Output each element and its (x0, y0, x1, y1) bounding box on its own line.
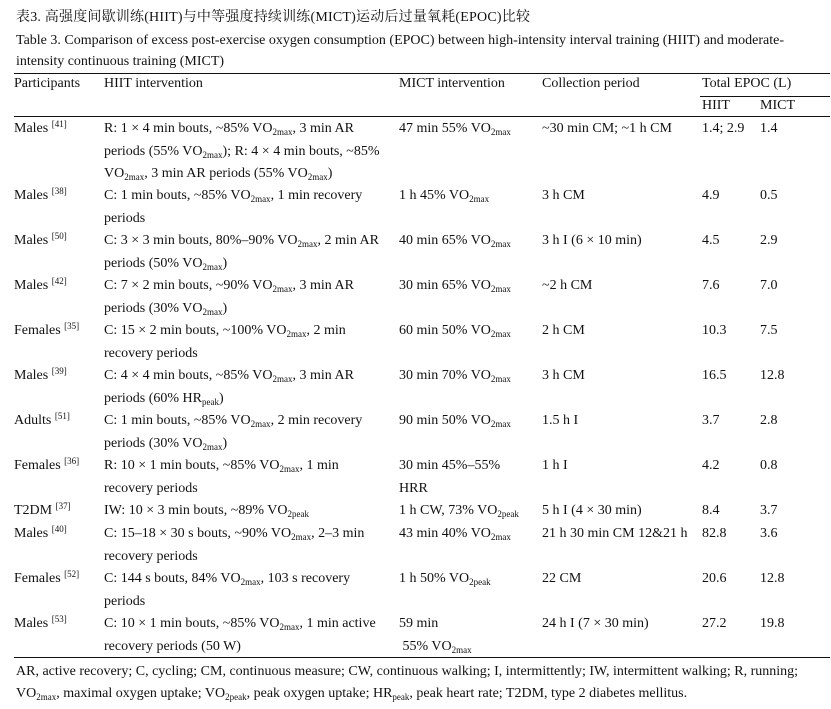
cell-mict: 40 min 65% $VO_{2max}$ (399, 233, 511, 249)
cell-epoc-mict: 12.8 (760, 368, 785, 383)
cell-participants: Males [50] (14, 231, 67, 248)
cell-period: ~30 min CM; ~1 h CM (542, 121, 672, 136)
cell-hiit: IW: 10 × 3 min bouts, ~89% $VO_{2peak}$ (104, 503, 309, 519)
cell-epoc-mict: 0.8 (760, 458, 778, 473)
cell-hiit: C: 7 × 2 min bouts, ~90% $VO_{2max}$, 3 min AR periods (30% $VO_{2max}$) (104, 278, 354, 317)
cell-period: 3 h CM (542, 188, 585, 203)
cell-hiit: C: 10 × 1 min bouts, ~85% $VO_{2max}$, 1 min active recovery periods (50 W) (104, 616, 376, 654)
header-rule (14, 116, 830, 117)
cell-period: 1.5 h I (542, 413, 579, 428)
header-epoc-mict: MICT (760, 98, 795, 113)
cell-participants: Males [53] (14, 614, 67, 631)
citation-ref: [52] (64, 569, 80, 579)
citation-ref: [41] (51, 119, 67, 129)
cell-hiit: C: 4 × 4 min bouts, ~85% $VO_{2max}$, 3 min AR periods (60% $HR_{peak}$) (104, 368, 354, 407)
citation-ref: [38] (51, 186, 67, 196)
cell-mict: 60 min 50% $VO_{2max}$ (399, 323, 511, 339)
cell-epoc-mict: 7.5 (760, 323, 778, 338)
citation-ref: [42] (51, 276, 67, 286)
cell-epoc-hiit: 3.7 (702, 413, 720, 428)
cell-hiit: C: 1 min bouts, ~85% $VO_{2max}$, 1 min recovery periods (104, 188, 363, 226)
cell-epoc-mict: 1.4 (760, 121, 778, 136)
cell-participants: Males [38] (14, 186, 67, 203)
citation-ref: [53] (51, 614, 67, 624)
header-epoc-hiit: HIIT (702, 98, 730, 113)
cell-epoc-hiit: 1.4; 2.9 (702, 121, 745, 136)
cell-epoc-hiit: 4.9 (702, 188, 720, 203)
cell-participants: Males [41] (14, 119, 67, 136)
header-participants: Participants (14, 76, 81, 91)
citation-ref: [51] (54, 411, 70, 421)
header-collection-period: Collection period (542, 76, 640, 91)
cell-hiit: C: 144 s bouts, 84% $VO_{2max}$, 103 s recovery periods (104, 571, 351, 609)
cell-hiit: R: 10 × 1 min bouts, ~85% $VO_{2max}$, 1 min recovery periods (104, 458, 339, 496)
cell-epoc-hiit: 27.2 (702, 616, 727, 631)
cell-mict: 30 min 70% $VO_{2max}$ (399, 368, 511, 384)
cell-period: 3 h I (6 × 10 min) (542, 233, 642, 248)
cell-hiit: C: 1 min bouts, ~85% $VO_{2max}$, 2 min recovery periods (30% $VO_{2max}$) (104, 413, 363, 452)
cell-epoc-hiit: 10.3 (702, 323, 727, 338)
top-rule (14, 73, 830, 74)
header-total-epoc: Total EPOC (L) (702, 76, 792, 91)
cell-period: 24 h I (7 × 30 min) (542, 616, 649, 631)
cell-participants: Males [40] (14, 524, 67, 541)
header-mict-intervention: MICT intervention (399, 76, 505, 91)
cell-period: 1 h I (542, 458, 568, 473)
cell-mict: 30 min 45%–55% HRR (399, 458, 501, 496)
cell-epoc-mict: 19.8 (760, 616, 785, 631)
cell-epoc-mict: 0.5 (760, 188, 778, 203)
citation-ref: [40] (51, 524, 67, 534)
cell-epoc-hiit: 7.6 (702, 278, 720, 293)
cell-mict: 1 h CW, 73% $VO_{2peak}$ (399, 503, 519, 519)
citation-ref: [36] (64, 456, 80, 466)
citation-ref: [50] (51, 231, 67, 241)
cell-mict: 90 min 50% $VO_{2max}$ (399, 413, 511, 429)
cell-participants: Females [35] (14, 321, 80, 338)
cell-hiit: C: 15 × 2 min bouts, ~100% $VO_{2max}$, 2 min recovery periods (104, 323, 346, 361)
cell-epoc-hiit: 16.5 (702, 368, 727, 383)
cell-participants: T2DM [37] (14, 501, 71, 518)
bottom-rule (14, 657, 830, 658)
cell-hiit: C: 15–18 × 30 s bouts, ~90% $VO_{2max}$, 2–3 min recovery periods (104, 526, 365, 564)
cell-period: 3 h CM (542, 368, 585, 383)
header-hiit-intervention: HIIT intervention (104, 76, 203, 91)
cell-mict: 59 min 55% $VO_{2max}$ (399, 616, 472, 655)
cell-participants: Males [42] (14, 276, 67, 293)
citation-ref: [35] (64, 321, 80, 331)
cell-period: ~2 h CM (542, 278, 593, 293)
table-footnote: AR, active recovery; C, cycling; CM, continuous measure; CW, continuous walking; I, intermittently; IW, intermittent walking; R, running; $VO_{2max}$, maximal oxygen uptake; $VO_{2peak}$, peak oxygen uptake; $HR_{peak}$, peak heart rate; T2DM, type 2 diabetes mellitus. (16, 664, 799, 702)
cell-epoc-hiit: 8.4 (702, 503, 720, 518)
cell-hiit: R: 1 × 4 min bouts, ~85% $VO_{2max}$, 3 min AR periods (55% $VO_{2max}$); R: 4 × 4 min bouts, ~85% $VO_{2max}$, 3 min AR periods (55% $VO_{2max}$) (104, 121, 380, 182)
cell-epoc-hiit: 4.5 (702, 233, 720, 248)
cell-epoc-mict: 2.8 (760, 413, 778, 428)
cell-epoc-mict: 2.9 (760, 233, 778, 248)
cell-mict: 43 min 40% $VO_{2max}$ (399, 526, 511, 542)
cell-participants: Adults [51] (14, 411, 70, 428)
cell-period: 21 h 30 min CM 12&21 h (542, 526, 688, 541)
cell-hiit: C: 3 × 3 min bouts, 80%–90% $VO_{2max}$, 2 min AR periods (50% $VO_{2max}$) (104, 233, 380, 272)
caption-chinese: 表3. 高强度间歇训练(HIIT)与中等强度持续训练(MICT)运动后过量氧耗(EPOC)比较 (16, 10, 531, 25)
cell-epoc-hiit: 4.2 (702, 458, 720, 473)
epoc-subheader-rule (700, 96, 830, 97)
cell-mict: 47 min 55% $VO_{2max}$ (399, 121, 511, 137)
cell-period: 2 h CM (542, 323, 585, 338)
cell-epoc-mict: 3.7 (760, 503, 778, 518)
cell-participants: Females [52] (14, 569, 80, 586)
cell-period: 22 CM (542, 571, 582, 586)
cell-mict: 30 min 65% $VO_{2max}$ (399, 278, 511, 294)
cell-epoc-mict: 3.6 (760, 526, 778, 541)
cell-epoc-mict: 12.8 (760, 571, 785, 586)
caption-english: Table 3. Comparison of excess post-exercise oxygen consumption (EPOC) between high-intensity interval training (HIIT) and moderate-intensity continuous training (MICT) (16, 33, 785, 69)
cell-participants: Males [39] (14, 366, 67, 383)
cell-epoc-hiit: 82.8 (702, 526, 727, 541)
cell-period: 5 h I (4 × 30 min) (542, 503, 642, 518)
cell-participants: Females [36] (14, 456, 80, 473)
citation-ref: [37] (55, 501, 71, 511)
citation-ref: [39] (51, 366, 67, 376)
cell-epoc-mict: 7.0 (760, 278, 778, 293)
cell-epoc-hiit: 20.6 (702, 571, 727, 586)
cell-mict: 1 h 45% $VO_{2max}$ (399, 188, 490, 204)
cell-mict: 1 h 50% $VO_{2peak}$ (399, 571, 491, 587)
